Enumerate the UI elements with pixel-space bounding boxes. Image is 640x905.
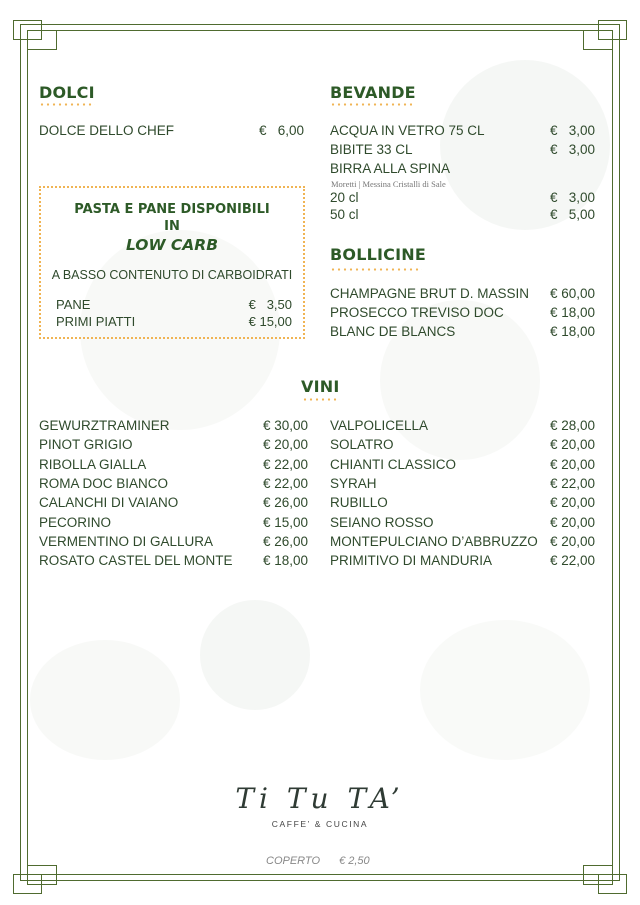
menu-item: PANE € 3,50 xyxy=(56,297,292,312)
menu-item: PECORINO € 15,00 xyxy=(39,515,308,530)
section-title-vini: VINI xyxy=(301,377,340,396)
menu-item: PRIMITIVO DI MANDURIA € 22,00 xyxy=(330,553,595,568)
menu-item: 50 cl € 5,00 xyxy=(330,207,595,222)
logo-script: Ti Tu TA’ xyxy=(235,782,405,815)
menu-item: SOLATRO € 20,00 xyxy=(330,437,595,452)
low-carb-title-line3: LOW CARB xyxy=(125,236,219,254)
menu-item: CHIANTI CLASSICO € 20,00 xyxy=(330,457,595,472)
corner-ornament-bottom-right xyxy=(583,865,613,885)
corner-ornament-bottom-left xyxy=(27,865,57,885)
menu-item: SEIANO ROSSO € 20,00 xyxy=(330,515,595,530)
menu-item: BIBITE 33 CL € 3,00 xyxy=(330,142,595,157)
coperto-line xyxy=(266,855,370,867)
menu-item: SYRAH € 22,00 xyxy=(330,476,595,491)
menu-item: PROSECCO TREVISO DOC € 18,00 xyxy=(330,305,595,320)
menu-item: VERMENTINO DI GALLURA € 26,00 xyxy=(39,534,308,549)
section-title-bollicine: BOLLICINE xyxy=(330,245,426,264)
menu-item: RIBOLLA GIALLA € 22,00 xyxy=(39,457,308,472)
coperto-price: € 2,50 xyxy=(339,855,370,867)
menu-item: CHAMPAGNE BRUT D. MASSIN € 60,00 xyxy=(330,286,595,301)
beer-note: Moretti | Messina Cristalli di Sale xyxy=(331,179,446,189)
section-title-bevande: BEVANDE xyxy=(330,83,416,102)
menu-item: ROSATO CASTEL DEL MONTE € 18,00 xyxy=(39,553,308,568)
section-title-dolci: DOLCI xyxy=(39,83,95,102)
logo-tagline: CAFFE’ & CUCINA xyxy=(271,819,369,829)
menu-item: DOLCE DELLO CHEF € 6,00 xyxy=(39,123,304,138)
title-underline-dots xyxy=(302,398,340,401)
menu-item: GEWURZTRAMINER € 30,00 xyxy=(39,418,308,433)
low-carb-title-line1: PASTA E PANE DISPONIBILI xyxy=(74,202,270,217)
menu-item: 20 cl € 3,00 xyxy=(330,190,595,205)
background-decoration xyxy=(200,600,310,710)
low-carb-title-line2: IN xyxy=(164,219,180,234)
background-decoration xyxy=(30,640,180,760)
background-decoration xyxy=(420,620,590,760)
menu-item: ACQUA IN VETRO 75 CL € 3,00 xyxy=(330,123,595,138)
menu-item: PINOT GRIGIO € 20,00 xyxy=(39,437,308,452)
title-underline-dots xyxy=(330,103,412,106)
menu-item: PRIMI PIATTI € 15,00 xyxy=(56,314,292,329)
low-carb-box xyxy=(39,186,305,339)
menu-item: RUBILLO € 20,00 xyxy=(330,495,595,510)
menu-item: ROMA DOC BIANCO € 22,00 xyxy=(39,476,308,491)
title-underline-dots xyxy=(330,268,422,271)
corner-ornament-top-right xyxy=(583,30,613,50)
menu-item: BIRRA ALLA SPINA xyxy=(330,161,451,176)
low-carb-subtitle: A BASSO CONTENUTO DI CARBOIDRATI xyxy=(51,268,293,282)
corner-ornament-top-left xyxy=(27,30,57,50)
menu-item: CALANCHI DI VAIANO € 26,00 xyxy=(39,495,308,510)
menu-item: MONTEPULCIANO D’ABBRUZZO € 20,00 xyxy=(330,534,595,549)
title-underline-dots xyxy=(39,103,95,106)
menu-item: BLANC DE BLANCS € 18,00 xyxy=(330,324,595,339)
menu-item: VALPOLICELLA € 28,00 xyxy=(330,418,595,433)
coperto-label: COPERTO xyxy=(266,855,320,867)
